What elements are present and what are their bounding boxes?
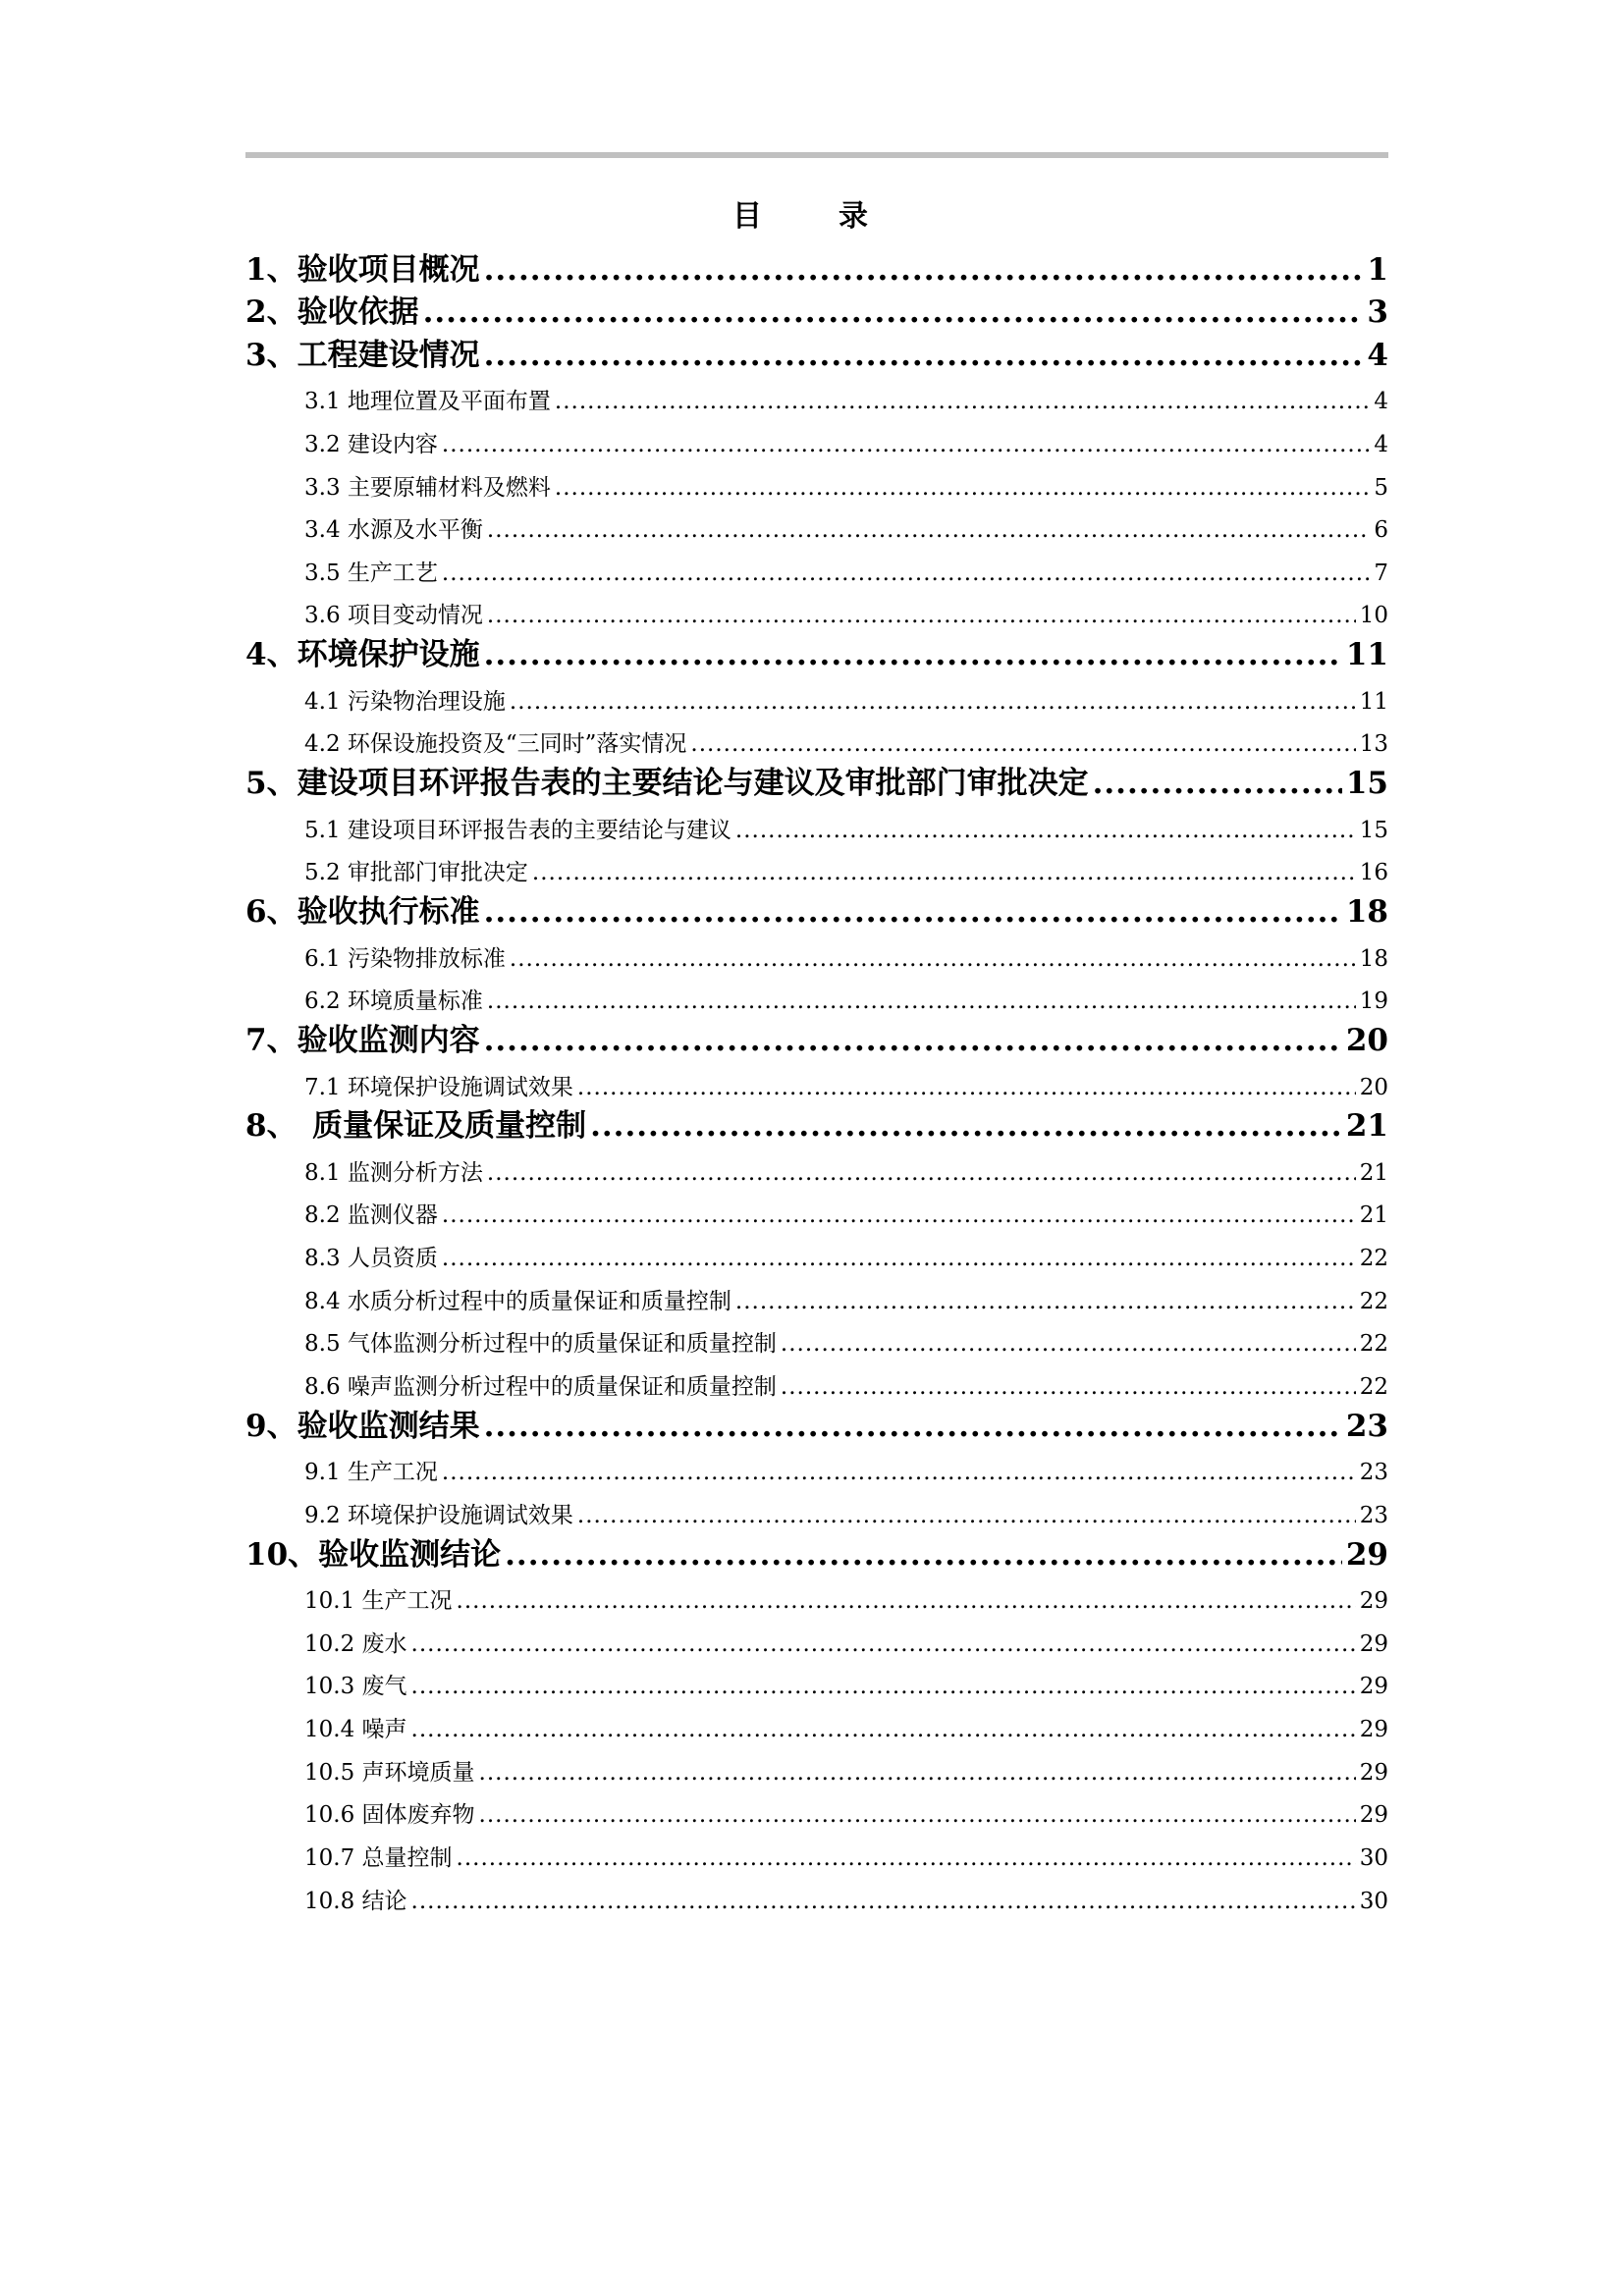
toc-leader-dots [577,1504,1356,1528]
toc-leader-dots [555,390,1370,414]
toc-chapter-entry[interactable] [245,629,1388,672]
toc-section-entry[interactable] [245,457,1388,501]
toc-leader-dots [442,1203,1356,1228]
toc-leader-dots [484,638,1342,671]
toc-page-number: 4 [1374,389,1388,415]
toc-page-number: 30 [1359,1845,1388,1872]
toc-section-entry[interactable] [245,1358,1388,1401]
toc-section-entry[interactable] [245,1057,1388,1100]
toc-leader-dots [411,1718,1356,1742]
toc-page-number: 29 [1359,1630,1388,1657]
toc-entry-label: 8.1 监测分析方法 [304,1159,483,1186]
toc-page-number: 22 [1359,1246,1388,1272]
toc-section-entry[interactable] [245,929,1388,972]
toc-page-number: 29 [1359,1674,1388,1700]
toc-entry-label: 3.4 水源及水平衡 [304,517,483,544]
toc-leader-dots [735,819,1356,843]
toc-page-number: 23 [1345,1408,1388,1444]
toc-leader-dots [505,1538,1342,1572]
toc-section-entry[interactable] [245,1572,1388,1615]
toc-leader-dots [484,339,1364,372]
toc-leader-dots [532,861,1356,885]
toc-section-entry[interactable] [245,1615,1388,1658]
toc-leader-dots [442,1247,1356,1271]
toc-leader-dots [735,1290,1356,1314]
toc-section-entry[interactable] [245,1229,1388,1272]
toc-section-entry[interactable] [245,543,1388,586]
toc-leader-dots [510,947,1356,972]
toc-leader-dots [411,1890,1356,1914]
toc-leader-dots [484,895,1342,929]
toc-leader-dots [479,1761,1356,1786]
toc-leader-dots [487,604,1356,628]
toc-page-number: 22 [1359,1331,1388,1358]
toc-page-number: 18 [1345,894,1388,931]
toc-leader-dots [442,1461,1356,1485]
toc-leader-dots [590,1109,1342,1143]
toc-page-number: 23 [1359,1460,1388,1486]
toc-entry-label: 1、验收项目概况 [245,251,480,288]
toc-entry-label: 3.5 生产工艺 [304,560,438,586]
toc-leader-dots [510,690,1356,715]
toc-page-number: 29 [1345,1536,1388,1573]
toc-page-number: 19 [1359,988,1388,1015]
toc-entry-label: 10.4 噪声 [304,1717,407,1743]
toc-entry-label: 7.1 环境保护设施调试效果 [304,1074,573,1100]
toc-entry-label: 3.1 地理位置及平面布置 [304,389,551,415]
toc-page-number: 5 [1374,474,1388,501]
toc-entry-label: 8.6 噪声监测分析过程中的质量保证和质量控制 [304,1374,777,1400]
toc-entry-label: 5.1 建设项目环评报告表的主要结论与建议 [304,817,731,843]
toc-leader-dots [555,476,1370,501]
toc-section-entry[interactable] [245,1443,1388,1486]
toc-section-entry[interactable] [245,1742,1388,1786]
toc-entry-label: 10.3 废气 [304,1674,407,1700]
toc-leader-dots [442,561,1370,586]
toc-leader-dots [781,1332,1356,1357]
toc-section-entry[interactable] [245,843,1388,886]
toc-leader-dots [442,433,1370,457]
toc-page-number: 29 [1359,1759,1388,1786]
toc-chapter-entry[interactable] [245,758,1388,801]
toc-section-entry[interactable] [245,501,1388,544]
toc-page-number: 29 [1359,1717,1388,1743]
toc-page-number: 21 [1359,1202,1388,1229]
toc-page-number: 11 [1359,688,1388,715]
toc-leader-dots [479,1803,1356,1828]
toc-page-number: 15 [1345,766,1388,802]
toc-leader-dots [484,253,1364,287]
toc-section-entry[interactable] [245,1700,1388,1743]
toc-page-number: 7 [1374,560,1388,586]
toc-section-entry[interactable] [245,372,1388,415]
toc-chapter-entry[interactable] [245,886,1388,930]
toc-entry-label: 6.1 污染物排放标准 [304,945,506,972]
toc-entry-label: 4.1 污染物治理设施 [304,688,506,715]
toc-entry-label: 5、建设项目环评报告表的主要结论与建议及审批部门审批决定 [245,766,1089,802]
toc-chapter-entry[interactable] [245,1528,1388,1572]
toc-leader-dots [484,1410,1342,1443]
toc-entry-label: 6、验收执行标准 [245,894,480,931]
toc-leader-dots [487,989,1356,1014]
toc-entry-label: 9、验收监测结果 [245,1408,480,1444]
header-rule [245,152,1388,158]
toc-leader-dots [423,295,1364,329]
toc-chapter-entry[interactable] [245,329,1388,372]
toc-section-entry[interactable] [245,1271,1388,1314]
toc-section-entry[interactable] [245,715,1388,758]
toc-section-entry[interactable] [245,1871,1388,1914]
toc-entry-label: 8、 质量保证及质量控制 [245,1108,587,1145]
toc-section-entry[interactable] [245,1314,1388,1358]
toc-page-number: 16 [1359,860,1388,886]
toc-chapter-entry[interactable] [245,1015,1388,1058]
toc-section-entry[interactable] [245,1186,1388,1229]
toc-page-number: 20 [1345,1023,1388,1059]
toc-entry-label: 10.1 生产工况 [304,1588,453,1615]
toc-entry-label: 8.2 监测仪器 [304,1202,438,1229]
toc-leader-dots [487,518,1370,543]
toc-entry-label: 7、验收监测内容 [245,1023,480,1059]
toc-leader-dots [411,1632,1356,1657]
toc-entry-label: 9.2 环境保护设施调试效果 [304,1502,573,1528]
toc-leader-dots [1093,767,1342,800]
toc-entry-label: 4、环境保护设施 [245,637,480,673]
toc-section-entry[interactable] [245,415,1388,458]
toc-section-entry[interactable] [245,1486,1388,1529]
toc-section-entry[interactable] [245,800,1388,843]
toc-title: 目 录 [732,199,892,234]
toc-entry-label: 8.3 人员资质 [304,1246,438,1272]
toc-page-number: 29 [1359,1588,1388,1615]
toc-entry-label: 10.2 废水 [304,1630,407,1657]
toc-section-entry[interactable] [245,1143,1388,1186]
toc-section-entry[interactable] [245,671,1388,715]
toc-chapter-entry[interactable] [245,287,1388,330]
toc-page-number: 10 [1359,603,1388,629]
toc-entry-label: 10、验收监测结论 [245,1536,502,1573]
toc-section-entry[interactable] [245,1829,1388,1872]
toc-page-number: 11 [1345,637,1388,673]
toc-page-number: 3 [1367,294,1388,331]
table-of-contents [245,243,1388,1914]
toc-page-number: 15 [1359,817,1388,843]
toc-chapter-entry[interactable] [245,1100,1388,1144]
toc-page-number: 29 [1359,1802,1388,1829]
toc-page-number: 4 [1367,337,1388,373]
toc-entry-label: 3.6 项目变动情况 [304,603,483,629]
toc-entry-label: 6.2 环境质量标准 [304,988,483,1015]
toc-entry-label: 9.1 生产工况 [304,1460,438,1486]
toc-section-entry[interactable] [245,1786,1388,1829]
toc-page-number: 13 [1359,731,1388,758]
toc-chapter-entry[interactable] [245,1400,1388,1443]
toc-leader-dots [457,1846,1356,1871]
toc-section-entry[interactable] [245,972,1388,1015]
toc-section-entry[interactable] [245,586,1388,629]
toc-leader-dots [781,1375,1356,1400]
toc-page-number: 20 [1359,1074,1388,1100]
toc-chapter-entry[interactable] [245,243,1388,287]
toc-leader-dots [690,732,1355,757]
toc-entry-label: 10.7 总量控制 [304,1845,453,1872]
toc-page-number: 21 [1359,1159,1388,1186]
toc-page-number: 22 [1359,1288,1388,1314]
toc-entry-label: 10.6 固体废弃物 [304,1802,475,1829]
toc-leader-dots [411,1675,1356,1699]
toc-page-number: 30 [1359,1888,1388,1914]
toc-entry-label: 4.2 环保设施投资及“三同时”落实情况 [304,731,687,758]
toc-entry-label: 3.3 主要原辅材料及燃料 [304,474,551,501]
toc-section-entry[interactable] [245,1657,1388,1700]
toc-page-number: 22 [1359,1374,1388,1400]
toc-leader-dots [484,1024,1342,1057]
toc-page-number: 18 [1359,945,1388,972]
toc-leader-dots [487,1161,1356,1186]
toc-entry-label: 10.5 声环境质量 [304,1759,475,1786]
toc-entry-label: 10.8 结论 [304,1888,407,1914]
toc-page-number: 6 [1374,517,1388,544]
toc-entry-label: 2、验收依据 [245,294,419,331]
toc-entry-label: 5.2 审批部门审批决定 [304,860,528,886]
toc-entry-label: 8.4 水质分析过程中的质量保证和质量控制 [304,1288,731,1314]
toc-leader-dots [457,1589,1356,1614]
toc-entry-label: 8.5 气体监测分析过程中的质量保证和质量控制 [304,1331,777,1358]
toc-entry-label: 3、工程建设情况 [245,337,480,373]
toc-entry-label: 3.2 建设内容 [304,431,438,457]
toc-page-number: 23 [1359,1502,1388,1528]
toc-page-number: 21 [1345,1108,1388,1145]
toc-leader-dots [577,1076,1356,1100]
toc-page-number: 4 [1374,431,1388,457]
toc-page-number: 1 [1367,251,1388,288]
